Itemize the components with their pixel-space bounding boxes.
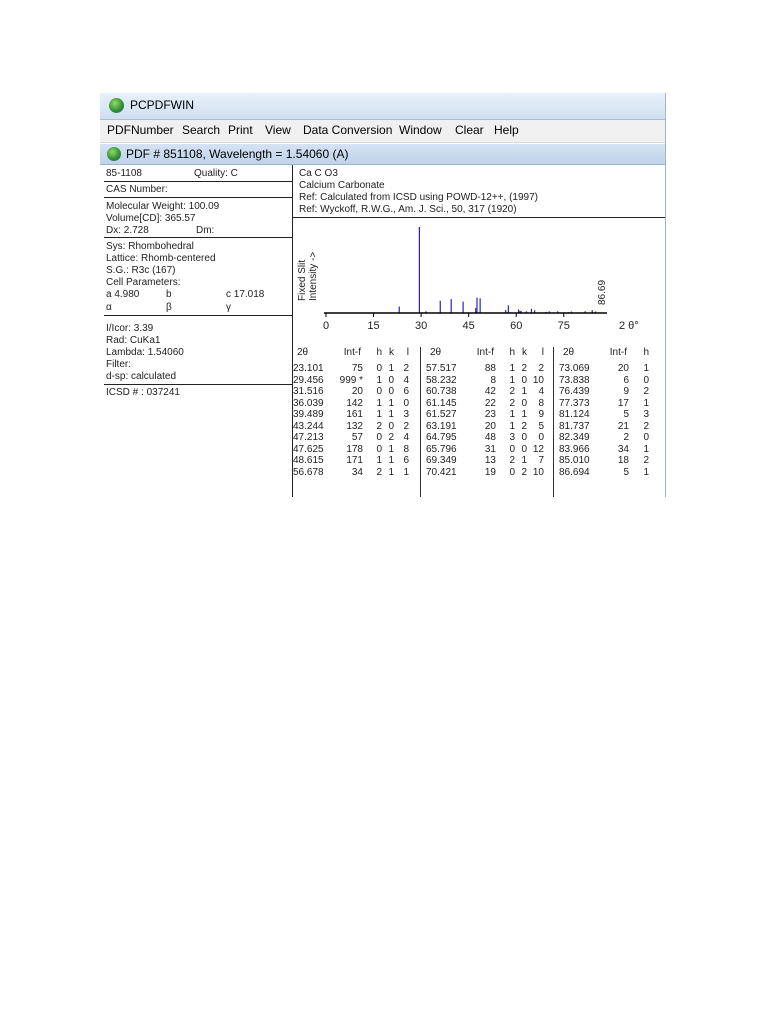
cell-beta: β (166, 302, 172, 313)
table-cell-h: 3 (509, 432, 515, 443)
y-axis-label (297, 252, 319, 301)
table-cell-h: 1 (376, 397, 382, 409)
table-cell-intensity: 20 (484, 420, 496, 432)
table-cell-2theta: 23.101 (293, 363, 324, 374)
app-globe-icon (109, 98, 124, 113)
table-column-divider (553, 347, 554, 497)
table-cell-intensity: 171 (346, 455, 363, 466)
table-cell-2theta: 86.694 (559, 466, 590, 478)
table-cell-intensity: 9 (623, 386, 629, 397)
table-cell-2theta: 47.213 (293, 432, 324, 443)
table-cell-l: 6 (403, 386, 409, 397)
table-cell-intensity: 178 (346, 443, 363, 455)
table-cell-intensity: 31 (484, 443, 496, 455)
table-cell-h: 1 (509, 363, 515, 374)
table-cell-l: 7 (538, 455, 544, 466)
table-cell-intensity: 17 (617, 397, 629, 409)
table-cell-h: 1 (643, 443, 649, 455)
table-cell-2theta: 48.615 (293, 455, 324, 466)
cell-b: b (166, 289, 172, 300)
x-tick-label: 75 (557, 320, 570, 332)
reference-2: Ref: Wyckoff, R.W.G., Am. J. Sci., 50, 317 (1920) (299, 204, 517, 215)
table-cell-2theta: 81.124 (559, 409, 590, 420)
table-cell-intensity: 5 (623, 409, 629, 420)
column-header-h: h (376, 347, 382, 358)
app-window (91, 93, 666, 497)
column-header-h: h (643, 347, 649, 358)
table-cell-2theta: 60.738 (426, 386, 457, 397)
table-cell-h: 0 (509, 466, 515, 478)
icor: I/Icor: 3.39 (106, 323, 154, 334)
menu-bar (100, 120, 665, 143)
table-cell-2theta: 39.489 (293, 409, 324, 420)
table-cell-intensity: 18 (617, 455, 629, 466)
table-cell-l: 1 (403, 466, 409, 478)
table-cell-h: 2 (509, 386, 515, 397)
table-cell-k: 0 (388, 374, 394, 386)
column-header-int: Int-f (476, 347, 494, 358)
table-cell-intensity: 161 (346, 409, 363, 420)
table-cell-intensity: 999 * (339, 374, 363, 386)
table-cell-intensity: 21 (617, 420, 629, 432)
menu-window[interactable]: Window (399, 123, 442, 137)
max-angle-label: 86.69 (596, 279, 608, 305)
table-cell-l: 4 (403, 374, 409, 386)
table-cell-2theta: 47.625 (293, 443, 324, 455)
table-cell-2theta: 76.439 (559, 386, 590, 397)
table-cell-intensity: 22 (484, 397, 496, 409)
table-cell-k: 1 (388, 466, 394, 478)
table-cell-2theta: 85.010 (559, 455, 590, 466)
table-cell-2theta: 29.456 (293, 374, 324, 386)
table-cell-h: 0 (643, 374, 649, 386)
table-cell-k: 0 (521, 432, 527, 443)
table-cell-k: 2 (388, 432, 394, 443)
xrd-pattern-chart (293, 219, 665, 347)
menu-view[interactable]: View (265, 123, 291, 137)
column-header-l: l (541, 347, 544, 358)
table-cell-h: 2 (643, 420, 649, 432)
table-cell-h: 2 (643, 455, 649, 466)
table-cell-l: 10 (532, 374, 544, 386)
molecular-weight: Molecular Weight: 100.09 (106, 201, 220, 212)
table-cell-l: 12 (532, 443, 544, 455)
table-cell-k: 0 (521, 397, 527, 409)
x-tick-label: 30 (414, 320, 428, 332)
table-cell-intensity: 2 (623, 432, 629, 443)
table-cell-h: 0 (376, 386, 382, 397)
table-cell-intensity: 48 (484, 432, 496, 443)
table-cell-intensity: 20 (617, 363, 629, 374)
pattern-panel (293, 165, 665, 497)
table-cell-k: 1 (388, 397, 394, 409)
table-cell-h: 0 (376, 443, 382, 455)
filter: Filter: (106, 359, 131, 370)
table-cell-intensity: 23 (484, 409, 496, 420)
table-cell-2theta: 57.517 (426, 363, 457, 374)
table-cell-2theta: 36.039 (293, 397, 324, 409)
quality: Quality: C (194, 168, 238, 179)
cell-alpha: α (106, 302, 112, 313)
table-cell-k: 1 (388, 443, 394, 455)
crystal-system: Sys: Rhombohedral (106, 241, 194, 252)
reflection-table (293, 347, 665, 497)
table-cell-2theta: 56.678 (293, 466, 324, 478)
table-cell-h: 3 (643, 409, 649, 420)
table-cell-2theta: 64.795 (426, 432, 457, 443)
table-cell-2theta: 43.244 (293, 420, 324, 432)
lattice: Lattice: Rhomb-centered (106, 253, 216, 264)
lambda: Lambda: 1.54060 (106, 347, 184, 358)
table-cell-intensity: 8 (490, 374, 496, 386)
table-cell-intensity: 19 (484, 466, 496, 478)
table-cell-2theta: 31.516 (293, 386, 324, 397)
table-cell-h: 2 (509, 397, 515, 409)
reference-1: Ref: Calculated from ICSD using POWD-12++, (1997) (299, 192, 538, 203)
column-header-l: l (406, 347, 409, 358)
table-cell-k: 0 (521, 443, 527, 455)
table-cell-l: 8 (403, 443, 409, 455)
table-cell-h: 1 (376, 409, 382, 420)
table-cell-2theta: 58.232 (426, 374, 457, 386)
table-cell-l: 5 (538, 420, 544, 432)
table-cell-h: 0 (376, 432, 382, 443)
column-header-k: k (389, 347, 394, 358)
column-header-int: Int-f (343, 347, 361, 358)
y-axis-label-line: Intensity -> (308, 251, 319, 301)
table-cell-l: 2 (403, 420, 409, 432)
table-cell-h: 1 (643, 397, 649, 409)
divider (104, 197, 292, 198)
table-cell-k: 2 (521, 420, 527, 432)
table-cell-h: 0 (643, 432, 649, 443)
space-group: S.G.: R3c (167) (106, 265, 176, 276)
table-cell-intensity: 5 (623, 466, 629, 478)
x-axis-unit: 2 θ° (619, 320, 639, 332)
volume: Volume[CD]: 365.57 (106, 213, 196, 224)
table-cell-k: 1 (388, 363, 394, 374)
table-cell-l: 10 (532, 466, 544, 478)
table-cell-intensity: 75 (351, 363, 363, 374)
table-cell-k: 0 (388, 420, 394, 432)
table-cell-h: 1 (509, 420, 515, 432)
pdf-number: 85-1108 (106, 168, 142, 179)
table-cell-h: 1 (509, 409, 515, 420)
table-cell-k: 1 (521, 455, 527, 466)
table-cell-h: 1 (643, 466, 649, 478)
column-header-2theta: 2θ (563, 347, 575, 358)
table-cell-k: 1 (388, 455, 394, 466)
menu-pdfnumber[interactable]: PDFNumber (107, 123, 174, 137)
menu-help[interactable]: Help (494, 123, 519, 137)
table-cell-k: 1 (521, 409, 527, 420)
table-cell-h: 2 (376, 466, 382, 478)
icsd-number: ICSD # : 037241 (106, 387, 180, 398)
table-cell-l: 2 (403, 363, 409, 374)
table-cell-h: 1 (376, 455, 382, 466)
table-cell-h: 1 (643, 363, 649, 374)
menu-data-conversion[interactable]: Data Conversion (303, 123, 393, 137)
menu-clear[interactable]: Clear (455, 123, 484, 137)
document-title-bar[interactable] (100, 144, 665, 165)
table-cell-intensity: 13 (484, 455, 496, 466)
divider (104, 237, 292, 238)
table-cell-h: 2 (509, 455, 515, 466)
table-cell-l: 2 (538, 363, 544, 374)
table-cell-intensity: 42 (484, 386, 496, 397)
table-cell-k: 2 (521, 363, 527, 374)
x-tick-label: 45 (462, 320, 475, 332)
column-header-h: h (509, 347, 515, 358)
table-cell-2theta: 77.373 (559, 397, 590, 409)
dx: Dx: 2.728 (106, 225, 149, 236)
menu-search[interactable]: Search (182, 123, 221, 137)
cas-number: CAS Number: (106, 184, 168, 195)
table-cell-l: 0 (538, 432, 544, 443)
table-cell-l: 3 (403, 409, 409, 420)
table-cell-l: 8 (538, 397, 544, 409)
table-cell-l: 0 (403, 397, 409, 409)
column-header-2theta: 2θ (297, 347, 309, 358)
table-cell-h: 0 (376, 363, 382, 374)
chemical-formula: Ca C O3 (299, 168, 338, 179)
divider (104, 181, 292, 182)
radiation: Rad: CuKa1 (106, 335, 161, 346)
title-bar[interactable] (100, 93, 665, 120)
card-info-panel (104, 165, 293, 497)
window-title: PCPDFWIN (130, 98, 194, 112)
table-cell-intensity: 88 (484, 363, 496, 374)
table-cell-h: 0 (509, 443, 515, 455)
table-cell-intensity: 20 (351, 386, 363, 397)
table-cell-k: 0 (521, 374, 527, 386)
table-cell-2theta: 83.966 (559, 443, 590, 455)
y-axis-label-line: Fixed Slit (297, 259, 308, 301)
table-column-divider (420, 347, 421, 497)
divider (104, 384, 292, 385)
table-cell-2theta: 69.349 (426, 455, 457, 466)
x-tick-label: 15 (367, 320, 380, 332)
d-spacing: d-sp: calculated (106, 371, 177, 382)
table-cell-h: 1 (376, 374, 382, 386)
column-header-int: Int-f (609, 347, 627, 358)
cell-gamma: γ (226, 302, 231, 313)
document-title: PDF # 851108, Wavelength = 1.54060 (A) (126, 147, 349, 161)
table-cell-2theta: 61.145 (426, 397, 457, 409)
table-cell-intensity: 6 (623, 374, 629, 386)
table-cell-2theta: 65.796 (426, 443, 457, 455)
table-cell-2theta: 61.527 (426, 409, 457, 420)
divider (104, 315, 292, 316)
cell-a: a 4.980 (106, 289, 140, 300)
table-cell-intensity: 142 (346, 397, 363, 409)
table-cell-2theta: 70.421 (426, 466, 457, 478)
table-cell-intensity: 34 (351, 466, 363, 478)
table-cell-intensity: 34 (617, 443, 629, 455)
table-cell-intensity: 132 (346, 420, 363, 432)
table-cell-l: 9 (538, 409, 544, 420)
table-cell-h: 1 (509, 374, 515, 386)
table-cell-l: 4 (538, 386, 544, 397)
x-tick-label: 60 (510, 320, 523, 332)
table-cell-k: 2 (521, 466, 527, 478)
table-cell-2theta: 73.838 (559, 374, 590, 386)
table-cell-2theta: 63.191 (426, 420, 457, 432)
column-header-2theta: 2θ (430, 347, 442, 358)
divider (293, 217, 665, 218)
table-cell-intensity: 57 (351, 432, 363, 443)
table-cell-2theta: 81.737 (559, 420, 590, 432)
table-cell-h: 2 (643, 386, 649, 397)
table-cell-2theta: 82.349 (559, 432, 590, 443)
table-cell-l: 6 (403, 455, 409, 466)
table-cell-l: 4 (403, 432, 409, 443)
document-globe-icon (107, 147, 121, 161)
x-tick-label: 0 (322, 320, 330, 332)
menu-print[interactable]: Print (228, 123, 253, 137)
table-cell-h: 2 (376, 420, 382, 432)
compound-name: Calcium Carbonate (299, 180, 385, 191)
table-cell-k: 0 (388, 386, 394, 397)
table-cell-k: 1 (521, 386, 527, 397)
table-cell-k: 1 (388, 409, 394, 420)
cell-parameters-label: Cell Parameters: (106, 277, 181, 288)
dm: Dm: (196, 225, 215, 236)
cell-c: c 17.018 (226, 289, 265, 300)
column-header-k: k (522, 347, 527, 358)
table-cell-2theta: 73.069 (559, 363, 590, 374)
